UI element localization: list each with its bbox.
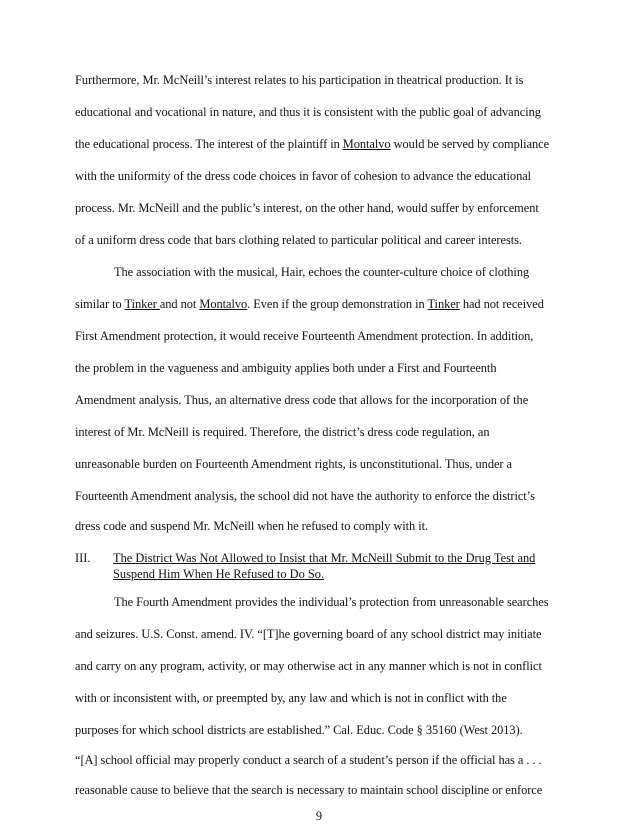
paragraph-2-line-4: the problem in the vagueness and ambiguity applies both under a First and Fourteenth [75, 361, 497, 375]
paragraph-2-line-2 [75, 296, 544, 312]
section-heading-line-1: The District Was Not Allowed to Insist that Mr. McNeill Submit to the Drug Test and [113, 551, 536, 565]
paragraph-1-line-1: Furthermore, Mr. McNeill’s interest relates to his participation in theatrical production. It is [75, 73, 524, 87]
text-segment: similar to [75, 297, 125, 311]
paragraph-3-line-5: purposes for which school districts are established.” Cal. Educ. Code § 35160 (West 2013). [75, 723, 523, 737]
page-number: 9 [315, 809, 323, 823]
text-segment: would be served by compliance [390, 137, 550, 151]
case-name-montalvo: Montalvo [199, 297, 248, 311]
paragraph-1-line-2: educational and vocational in nature, and thus it is consistent with the public goal of advancing [75, 105, 541, 119]
paragraph-1-line-5: process. Mr. McNeill and the public’s interest, on the other hand, would suffer by enforcement [75, 201, 539, 215]
text-segment: the educational process. The interest of the plaintiff in [75, 137, 343, 151]
paragraph-2-line-1: The association with the musical, Hair, echoes the counter-culture choice of clothing [114, 265, 530, 279]
text-segment: . Even if the group demonstration in [247, 297, 428, 311]
section-heading-line-2: Suspend Him When He Refused to Do So. [113, 567, 325, 581]
paragraph-2-line-3: First Amendment protection, it would receive Fourteenth Amendment protection. In addition, [75, 329, 534, 343]
paragraph-1-line-6: of a uniform dress code that bars clothing related to particular political and career interests. [75, 233, 522, 247]
paragraph-1-line-3 [75, 136, 549, 152]
case-name-tinker: Tinker [427, 297, 460, 311]
paragraph-3-line-7: reasonable cause to believe that the search is necessary to maintain school discipline or enforce [75, 783, 543, 797]
paragraph-3-line-3: and carry on any program, activity, or may otherwise act in any manner which is not in conflict [75, 659, 542, 673]
paragraph-2-line-8: Fourteenth Amendment analysis, the school did not have the authority to enforce the district’s [75, 489, 535, 503]
text-segment: and not [159, 297, 200, 311]
section-number: III. [75, 551, 91, 565]
paragraph-2-line-5: Amendment analysis. Thus, an alternative dress code that allows for the incorporation of the [75, 393, 529, 407]
paragraph-2-line-6: interest of Mr. McNeill is required. Therefore, the district’s dress code regulation, an [75, 425, 490, 439]
paragraph-3-line-6: “[A] school official may properly conduct a search of a student’s person if the official has a . . . [75, 753, 542, 767]
paragraph-3-line-1: The Fourth Amendment provides the individual’s protection from unreasonable searches [114, 595, 549, 609]
text-segment: had not received [459, 297, 544, 311]
paragraph-2-line-7: unreasonable burden on Fourteenth Amendment rights, is unconstitutional. Thus, under a [75, 457, 512, 471]
paragraph-1-line-4: with the uniformity of the dress code choices in favor of cohesion to advance the educational [75, 169, 532, 183]
case-name-tinker: Tinker [124, 297, 160, 311]
paragraph-3-line-4: with or inconsistent with, or preempted by, any law and which is not in conflict with the [75, 691, 507, 705]
paragraph-3-line-2: and seizures. U.S. Const. amend. IV. “[T]he governing board of any school district may initiate [75, 627, 542, 641]
case-name-montalvo: Montalvo [342, 137, 391, 151]
paragraph-2-line-9: dress code and suspend Mr. McNeill when he refused to comply with it. [75, 519, 429, 533]
